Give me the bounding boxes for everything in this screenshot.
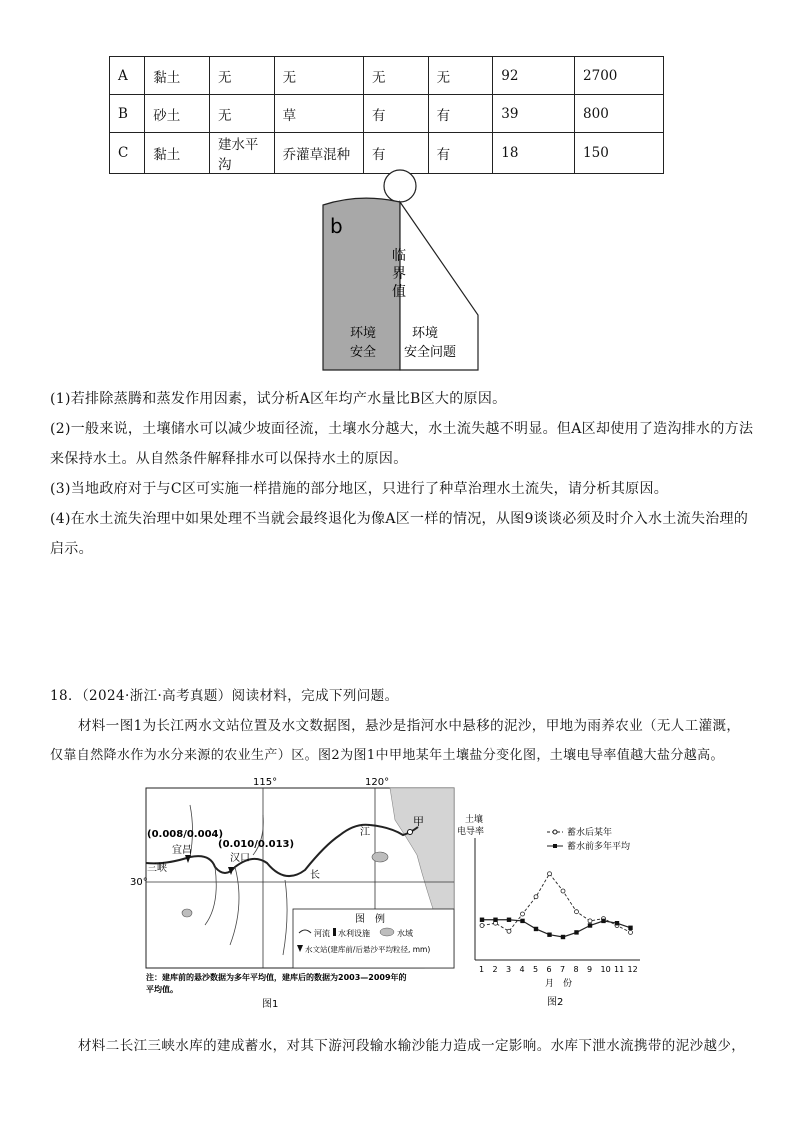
data-point <box>480 924 484 928</box>
sanxia-label: 三峡 <box>147 863 167 874</box>
material-1-line2: 仅靠自然降水作为水分来源的农业生产）区。图2为图1中甲地某年土壤盐分变化图，土壤电导率值越大盐分越高。 <box>50 748 724 763</box>
problem-label-2: 安全问题 <box>404 345 457 360</box>
yichang-label: 宜昌 <box>172 845 192 856</box>
ball-shape <box>384 170 416 202</box>
material-2-line: 材料二长江三峡水库的建成蓄水，对其下游河段输水输沙能力造成一定影响。水库下泄水流携带的泥沙越少， <box>78 1038 746 1054</box>
jiang-label: 江 <box>360 827 370 838</box>
table-cell: 无 <box>209 95 274 133</box>
x-tick-label: 11 <box>614 965 625 974</box>
table-row <box>110 95 664 133</box>
legend-facility: 水利设施 <box>338 929 370 938</box>
problem-18-header: 18．（2024·浙江·高考真题）阅读材料，完成下列问题。 <box>50 688 399 704</box>
data-point <box>547 933 551 937</box>
data-point <box>628 926 632 930</box>
table-cell: 草 <box>274 95 363 133</box>
legend-water: 水域 <box>397 929 413 938</box>
jia-location <box>408 830 413 835</box>
legend-title: 图 例 <box>355 914 385 925</box>
table-cell: A <box>110 57 145 95</box>
table-cell: 无 <box>363 57 428 95</box>
table-cell: 有 <box>428 95 493 133</box>
data-table <box>109 56 664 174</box>
lat-label-30: 30° <box>130 877 148 888</box>
table-cell: 黏土 <box>145 57 210 95</box>
data-point <box>615 921 619 925</box>
data-point <box>561 935 565 939</box>
question-4-line1: (4)在水土流失治理中如果处理不当就会最终退化为像A区一样的情况，从图9谈谈必须及时介入水土流失治理的 <box>50 511 749 527</box>
table-cell: 无 <box>274 57 363 95</box>
table-cell: 砂土 <box>145 95 210 133</box>
question-2-line2: 来保持水土。从自然条件解释排水可以保持水土的原因。 <box>50 451 408 467</box>
table-cell: 39 <box>493 95 575 133</box>
chart-legend <box>547 826 630 852</box>
table-cell: 有 <box>363 133 428 174</box>
ylabel-line1: 土壤 <box>465 815 484 825</box>
table-cell: 800 <box>575 95 664 133</box>
table-cell: C <box>110 133 145 174</box>
table-cell: 150 <box>575 133 664 174</box>
table-cell: 建水平沟 <box>209 133 274 174</box>
lake <box>182 909 192 917</box>
data-point <box>507 929 511 933</box>
x-tick-label: 5 <box>533 965 539 974</box>
legend-river: 河流 <box>314 929 330 938</box>
x-tick-label: 8 <box>573 965 579 974</box>
b-label: b <box>330 214 343 238</box>
problem-label-1: 环境 <box>412 326 439 341</box>
threshold-diagram <box>300 165 500 375</box>
table-cell: 乔灌草混种 <box>274 133 363 174</box>
jia-label: 甲 <box>413 815 424 828</box>
critical-char-2: 界 <box>392 266 406 282</box>
map-legend <box>293 909 454 968</box>
legend-label-1: 蓄水后某年 <box>567 828 613 838</box>
critical-char-3: 值 <box>392 284 406 300</box>
yichang-data-label: (0.008/0.004) <box>147 829 224 840</box>
legend-label-2: 蓄水前多年平均 <box>567 842 631 852</box>
figure-1-caption: 图1 <box>262 999 279 1010</box>
facility-icon <box>333 928 336 936</box>
data-point <box>548 872 552 876</box>
data-point <box>575 910 579 914</box>
figure-2-caption: 图2 <box>547 997 564 1008</box>
material-1-line1: 材料一图1为长江两水文站位置及水文数据图，悬沙是指河水中悬移的泥沙，甲地为雨养农业（无人工灌溉， <box>78 718 741 734</box>
data-point <box>629 930 633 934</box>
table-row <box>110 57 664 95</box>
data-point <box>588 919 592 923</box>
water-icon <box>380 928 394 936</box>
x-tick-label: 2 <box>492 965 498 974</box>
question-2-line1: (2)一般来说，土壤储水可以减少坡面径流，土壤水分越大，水土流失越不明显。但A区却使用了造沟排水的方法 <box>50 421 754 437</box>
table-cell: 92 <box>493 57 575 95</box>
data-point <box>534 927 538 931</box>
series-line-1 <box>482 874 631 933</box>
legend-marker-2 <box>553 844 557 848</box>
x-tick-label: 3 <box>506 965 512 974</box>
safe-label-1: 环境 <box>350 326 377 341</box>
x-tick-label: 1 <box>479 965 485 974</box>
table-cell: 无 <box>428 57 493 95</box>
data-point <box>574 930 578 934</box>
hankou-label: 汉口 <box>230 853 250 864</box>
data-point <box>588 923 592 927</box>
x-tick-label: 6 <box>546 965 552 974</box>
ylabel-line2: 电导率 <box>457 827 485 837</box>
data-point <box>534 895 538 899</box>
xlabel: 月 份 <box>545 979 573 989</box>
data-point <box>493 918 497 922</box>
table-cell: 有 <box>428 133 493 174</box>
data-point <box>480 918 484 922</box>
data-point <box>521 912 525 916</box>
lake-taihu <box>372 852 388 862</box>
map-note-line1: 注：建库前的悬沙数据为多年平均值，建库后的数据为2003—2009年的 <box>146 973 407 982</box>
table-cell: B <box>110 95 145 133</box>
x-tick-label: 12 <box>627 965 638 974</box>
table-cell: 2700 <box>575 57 664 95</box>
x-ticks <box>479 965 638 974</box>
chart-series <box>480 872 633 939</box>
data-point <box>507 918 511 922</box>
hankou-data-label: (0.010/0.013) <box>218 839 295 850</box>
question-4-line2: 启示。 <box>50 541 93 557</box>
safe-label-2: 安全 <box>350 345 377 360</box>
x-tick-label: 4 <box>519 965 525 974</box>
legend-station: 水文站(建库前/后悬沙平均粒径, mm) <box>305 945 431 954</box>
data-point <box>561 889 565 893</box>
lon-label-115: 115° <box>253 777 278 788</box>
map-note-line2: 平均值。 <box>146 985 178 994</box>
table-cell: 18 <box>493 133 575 174</box>
data-point <box>601 919 605 923</box>
table-cell: 无 <box>209 57 274 95</box>
lon-label-120: 120° <box>365 777 390 788</box>
data-point <box>520 919 524 923</box>
series-line-2 <box>482 920 631 937</box>
question-1: (1)若排除蒸腾和蒸发作用因素，试分析A区年均产水量比B区大的原因。 <box>50 391 507 407</box>
chang-label: 长 <box>310 870 320 881</box>
critical-char-1: 临 <box>392 248 406 264</box>
table-cell: 黏土 <box>145 133 210 174</box>
legend-marker-1 <box>553 830 557 834</box>
salinity-chart <box>455 810 655 1010</box>
x-tick-label: 9 <box>587 965 593 974</box>
x-tick-label: 10 <box>600 965 611 974</box>
question-3: (3)当地政府对于与C区可实施一样措施的部分地区，只进行了种草治理水土流失，请分析其原因。 <box>50 481 669 497</box>
map-figure <box>130 775 465 1010</box>
table-cell: 有 <box>363 95 428 133</box>
x-tick-label: 7 <box>560 965 566 974</box>
